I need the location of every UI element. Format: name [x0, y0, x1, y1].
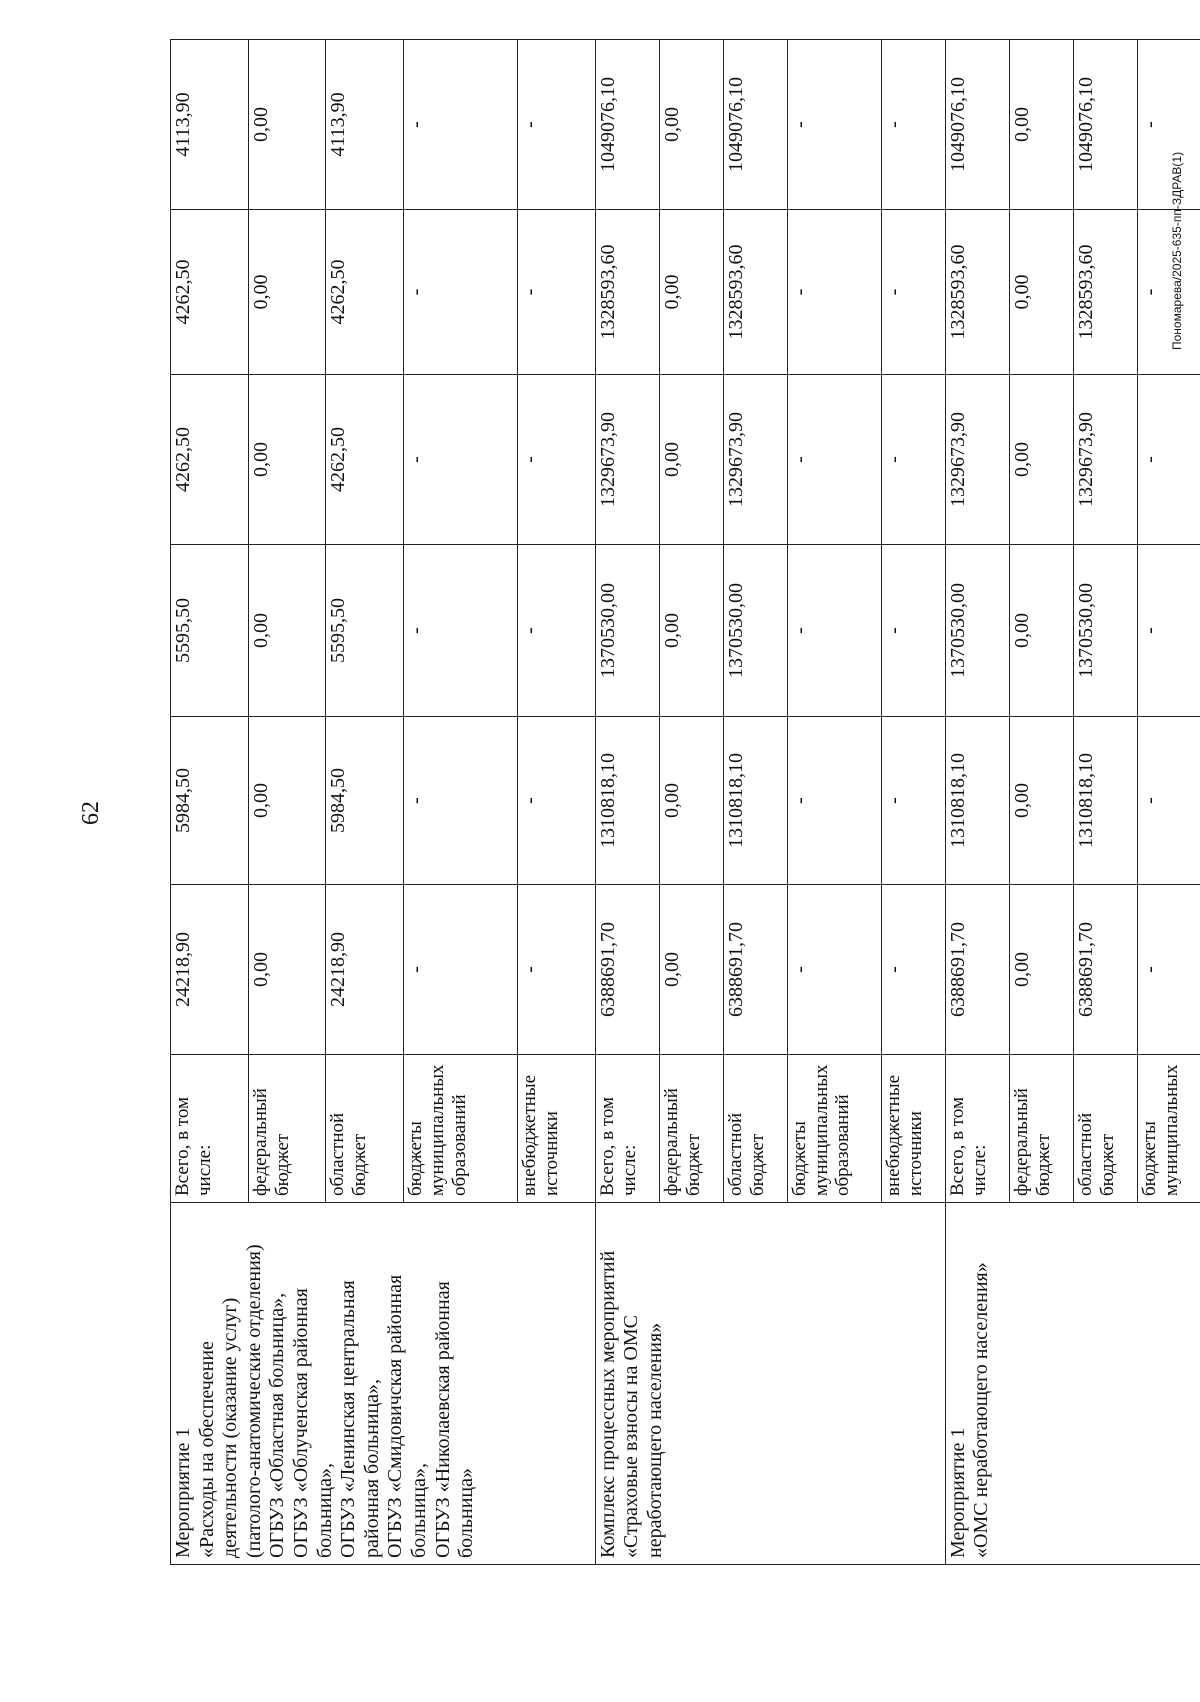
measure-label-line: больница» — [455, 1468, 478, 1558]
amount-cell: 1328593,60 — [1073, 210, 1137, 375]
amount-cell: 0,00 — [1009, 210, 1073, 375]
amount-cell: 4262,50 — [326, 375, 404, 545]
amount-cell: 5595,50 — [171, 545, 249, 717]
amount-cell: 1370530,00 — [723, 545, 787, 717]
funding-source-cell: областной бюджет — [326, 1055, 404, 1203]
amount-cell: 0,00 — [248, 375, 326, 545]
amount-cell: 0,00 — [659, 717, 723, 885]
funding-source-cell: областной бюджет — [1073, 1055, 1137, 1203]
amount-cell: - — [1137, 375, 1200, 545]
amount-cell: 0,00 — [248, 885, 326, 1055]
amount-cell: - — [404, 885, 518, 1055]
amount-cell: 1328593,60 — [945, 210, 1009, 375]
funding-source-cell: федеральный бюджет — [1009, 1055, 1073, 1203]
measure-label-line: ОГБУЗ «Областная больница», — [266, 1292, 289, 1558]
amount-cell: - — [787, 885, 881, 1055]
amount-cell: 6388691,70 — [1073, 885, 1137, 1055]
amount-cell: 4262,50 — [171, 375, 249, 545]
amount-cell: - — [1137, 545, 1200, 717]
amount-cell: - — [787, 375, 881, 545]
amount-cell: - — [881, 545, 945, 717]
amount-cell: 5595,50 — [326, 545, 404, 717]
amount-cell: 4262,50 — [171, 210, 249, 375]
amount-cell: - — [1137, 885, 1200, 1055]
amount-cell: - — [518, 210, 596, 375]
table-row — [945, 40, 1009, 1565]
table-row — [171, 40, 249, 1565]
amount-cell: 4113,90 — [171, 40, 249, 210]
amount-cell: 0,00 — [248, 40, 326, 210]
funding-source-cell: внебюджетные источники — [518, 1055, 596, 1203]
amount-cell: 24218,90 — [171, 885, 249, 1055]
measure-label-line: ОГБУЗ «Ленинская центральная — [337, 1280, 360, 1558]
amount-cell: 4113,90 — [326, 40, 404, 210]
amount-cell: 0,00 — [1009, 885, 1073, 1055]
amount-cell: 0,00 — [248, 717, 326, 885]
budget-table-body — [171, 40, 1200, 1565]
amount-cell: 4262,50 — [326, 210, 404, 375]
amount-cell: 1310818,10 — [945, 717, 1009, 885]
amount-cell: 1328593,60 — [595, 210, 659, 375]
amount-cell: - — [787, 40, 881, 210]
funding-source-cell: внебюджетные источники — [881, 1055, 945, 1203]
funding-source-cell: бюджеты муниципальных — [1137, 1055, 1200, 1203]
measure-label-line: деятельности (оказание услуг) — [219, 1297, 242, 1558]
amount-cell: - — [518, 885, 596, 1055]
amount-cell: - — [1137, 40, 1200, 210]
page-number: 62 — [78, 801, 104, 825]
rotated-table-container — [170, 40, 1200, 1565]
amount-cell: - — [404, 40, 518, 210]
amount-cell: - — [787, 545, 881, 717]
amount-cell: 0,00 — [659, 375, 723, 545]
measure-label-line: ОГБУЗ «Облученская районная — [289, 1288, 312, 1558]
amount-cell: 0,00 — [1009, 545, 1073, 717]
table-row — [595, 40, 659, 1565]
measure-label-line: Комплекс процессных мероприятий — [596, 1250, 619, 1558]
amount-cell: 0,00 — [1009, 375, 1073, 545]
amount-cell: 1310818,10 — [723, 717, 787, 885]
measure-label-line: Мероприятие 1 — [172, 1427, 194, 1558]
amount-cell: 0,00 — [248, 210, 326, 375]
amount-cell: 1049076,10 — [1073, 40, 1137, 210]
measure-label-line: «Страховые взносы на ОМС — [620, 1315, 643, 1558]
amount-cell: 6388691,70 — [595, 885, 659, 1055]
amount-cell: 6388691,70 — [945, 885, 1009, 1055]
amount-cell: - — [404, 210, 518, 375]
amount-cell: 1329673,90 — [723, 375, 787, 545]
amount-cell: - — [1137, 210, 1200, 375]
amount-cell: 1329673,90 — [595, 375, 659, 545]
funding-source-cell: федеральный бюджет — [659, 1055, 723, 1203]
funding-source-cell: областной бюджет — [723, 1055, 787, 1203]
funding-source-cell: Всего, в том числе: — [945, 1055, 1009, 1203]
measure-label-line: неработающего населения» — [643, 1322, 666, 1558]
amount-cell: 1310818,10 — [1073, 717, 1137, 885]
funding-source-cell: Всего, в том числе: — [171, 1055, 249, 1203]
amount-cell: 0,00 — [659, 885, 723, 1055]
amount-cell: 0,00 — [659, 40, 723, 210]
amount-cell: 6388691,70 — [723, 885, 787, 1055]
amount-cell: - — [518, 545, 596, 717]
amount-cell: - — [518, 717, 596, 885]
amount-cell: 0,00 — [1009, 40, 1073, 210]
measure-label-line: ОГБУЗ «Смидовичская районная — [384, 1274, 407, 1558]
amount-cell: - — [881, 885, 945, 1055]
measure-label-line: районная больница», — [360, 1378, 383, 1558]
amount-cell: 0,00 — [1009, 717, 1073, 885]
amount-cell: 1049076,10 — [723, 40, 787, 210]
amount-cell: - — [404, 375, 518, 545]
amount-cell: - — [1137, 717, 1200, 885]
measure-label-cell — [945, 1203, 1200, 1565]
amount-cell: 1329673,90 — [1073, 375, 1137, 545]
measure-label-cell — [171, 1203, 596, 1565]
measure-label-line: «Расходы на обеспечение — [195, 1341, 218, 1558]
amount-cell: - — [518, 40, 596, 210]
amount-cell: - — [787, 717, 881, 885]
amount-cell: 1310818,10 — [595, 717, 659, 885]
amount-cell: 0,00 — [659, 545, 723, 717]
amount-cell: 1329673,90 — [945, 375, 1009, 545]
document-footer-id: Пономарева/2025-635-пп-ЗДРАВ(1) — [1170, 151, 1184, 350]
amount-cell: 1049076,10 — [945, 40, 1009, 210]
amount-cell: 1370530,00 — [1073, 545, 1137, 717]
funding-source-cell: бюджеты муниципальных образований — [787, 1055, 881, 1203]
amount-cell: 5984,50 — [326, 717, 404, 885]
amount-cell: 1370530,00 — [595, 545, 659, 717]
funding-source-cell: федеральный бюджет — [248, 1055, 326, 1203]
amount-cell: 5984,50 — [171, 717, 249, 885]
amount-cell: - — [881, 717, 945, 885]
amount-cell: 1328593,60 — [723, 210, 787, 375]
amount-cell: 0,00 — [659, 210, 723, 375]
amount-cell: - — [518, 375, 596, 545]
amount-cell: 0,00 — [248, 545, 326, 717]
measure-label-line: (патолого-анатомические отделения) — [242, 1244, 265, 1558]
measure-label-line: больница», — [407, 1463, 430, 1558]
amount-cell: - — [404, 717, 518, 885]
measure-label-line: больница», — [313, 1463, 336, 1558]
amount-cell: - — [881, 40, 945, 210]
measure-label-line: ОГБУЗ «Николаевская районная — [431, 1281, 454, 1558]
amount-cell: - — [787, 210, 881, 375]
amount-cell: - — [881, 210, 945, 375]
amount-cell: - — [881, 375, 945, 545]
amount-cell: 1370530,00 — [945, 545, 1009, 717]
funding-source-cell: Всего, в том числе: — [595, 1055, 659, 1203]
amount-cell: 1049076,10 — [595, 40, 659, 210]
funding-source-cell: бюджеты муниципальных образований — [404, 1055, 518, 1203]
measure-label-line: Мероприятие 1 — [946, 1427, 969, 1558]
amount-cell: - — [404, 545, 518, 717]
budget-table — [170, 39, 1200, 1565]
amount-cell: 24218,90 — [326, 885, 404, 1055]
measure-label-cell — [595, 1203, 945, 1565]
measure-label-line: «ОМС неработающего населения» — [970, 1262, 993, 1558]
